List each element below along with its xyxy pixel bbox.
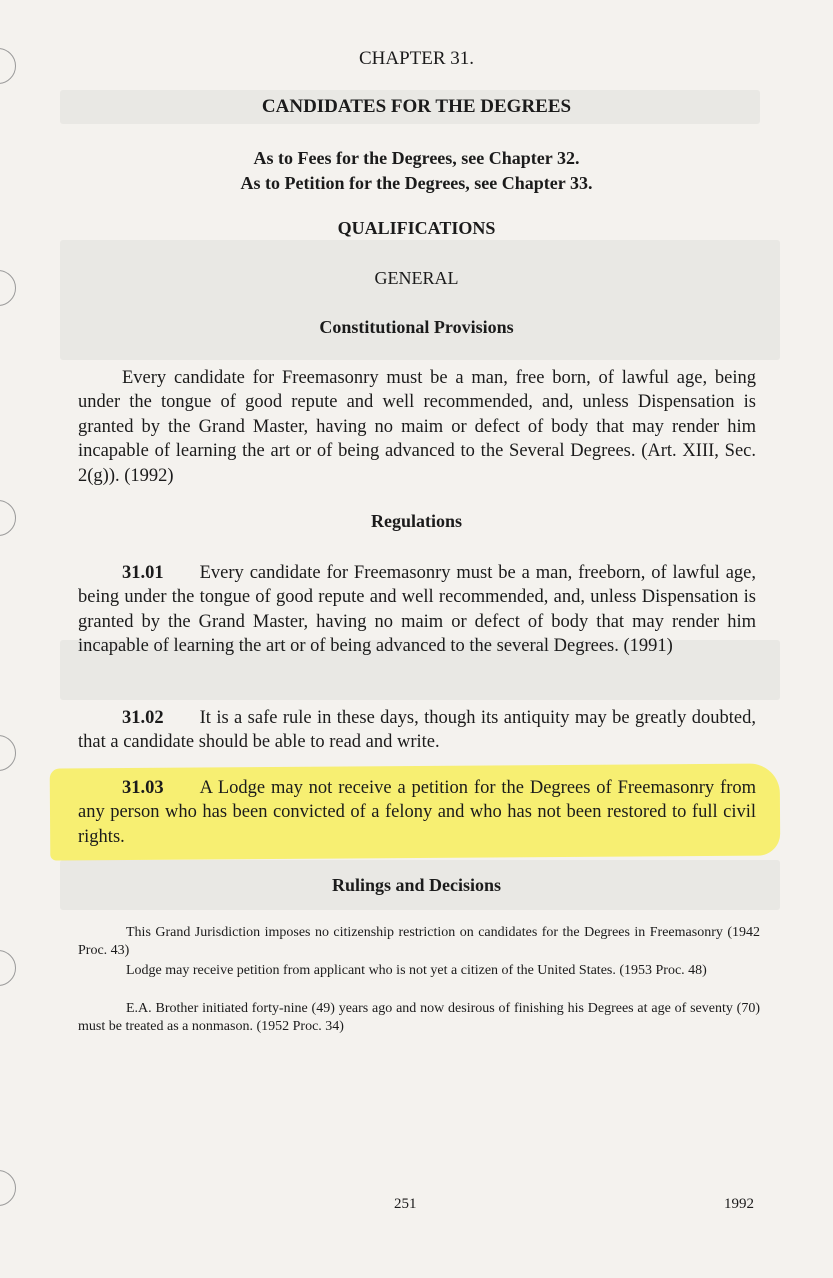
regulation-text: Every candidate for Freemasonry must be a man, freeborn, of lawful age, being under the tongue of good repute and well recommended, and, unless Dispensation is granted by the Grand Master, having no maim or defect of body that may render him incapable of learning the art or of being advanced to the several Degrees. (1991) — [78, 563, 756, 657]
ruling-item: This Grand Jurisdiction imposes no citizenship restriction on candidates for the Degrees in Freemasonry (1942 Proc. 43) — [78, 925, 760, 958]
footer-year: 1992 — [724, 1196, 754, 1212]
regulation-31-03 — [78, 776, 756, 849]
chapter-title: CANDIDATES FOR THE DEGREES — [261, 96, 572, 117]
binder-hole-mark — [0, 950, 16, 986]
regulation-text: It is a safe rule in these days, though its antiquity may be greatly doubted, that a candidate should be able to read and write. — [78, 708, 756, 753]
ruling-item: Lodge may receive petition from applicant who is not yet a citizen of the United States. (1953 Proc. 48) — [126, 963, 707, 978]
section-heading-general: GENERAL — [374, 268, 459, 288]
constitutional-provision-paragraph: Every candidate for Freemasonry must be a man, free born, of lawful age, being under the tongue of good repute and well recommended, and, unless Dispensation is granted by the Grand Master, having no maim or defect of body that may render him incapable of learning the art or of being advanced to the Several Degrees. (Art. XIII, Sec. 2(g)). (1992) — [78, 368, 756, 486]
cross-reference-petition: As to Petition for the Degrees, see Chapter 33. — [240, 173, 593, 193]
regulation-number: 31.03 — [122, 778, 164, 798]
binder-hole-mark — [0, 1170, 16, 1206]
regulation-31-02 — [78, 706, 756, 755]
regulation-31-01 — [78, 561, 756, 659]
page-number: 251 — [394, 1196, 417, 1212]
regulation-number: 31.01 — [122, 563, 164, 583]
bleed-through-shading — [60, 240, 780, 360]
regulation-text: A Lodge may not receive a petition for the Degrees of Freemasonry from any person who has been convicted of a felony and who has not been restored to full civil rights. — [78, 778, 756, 847]
section-heading-regulations: Regulations — [370, 511, 462, 531]
section-heading-qualifications: QUALIFICATIONS — [337, 218, 496, 238]
chapter-number: CHAPTER 31. — [358, 48, 475, 69]
ruling-item: E.A. Brother initiated forty-nine (49) years ago and now desirous of finishing his Degrees at age of seventy (70) must be treated as a nonmason. (1952 Proc. 34) — [78, 1001, 760, 1034]
cross-reference-fees: As to Fees for the Degrees, see Chapter 32. — [253, 148, 580, 168]
section-heading-constitutional: Constitutional Provisions — [319, 317, 514, 337]
section-heading-rulings: Rulings and Decisions — [331, 875, 502, 895]
binder-hole-mark — [0, 735, 16, 771]
regulation-number: 31.02 — [122, 708, 164, 728]
